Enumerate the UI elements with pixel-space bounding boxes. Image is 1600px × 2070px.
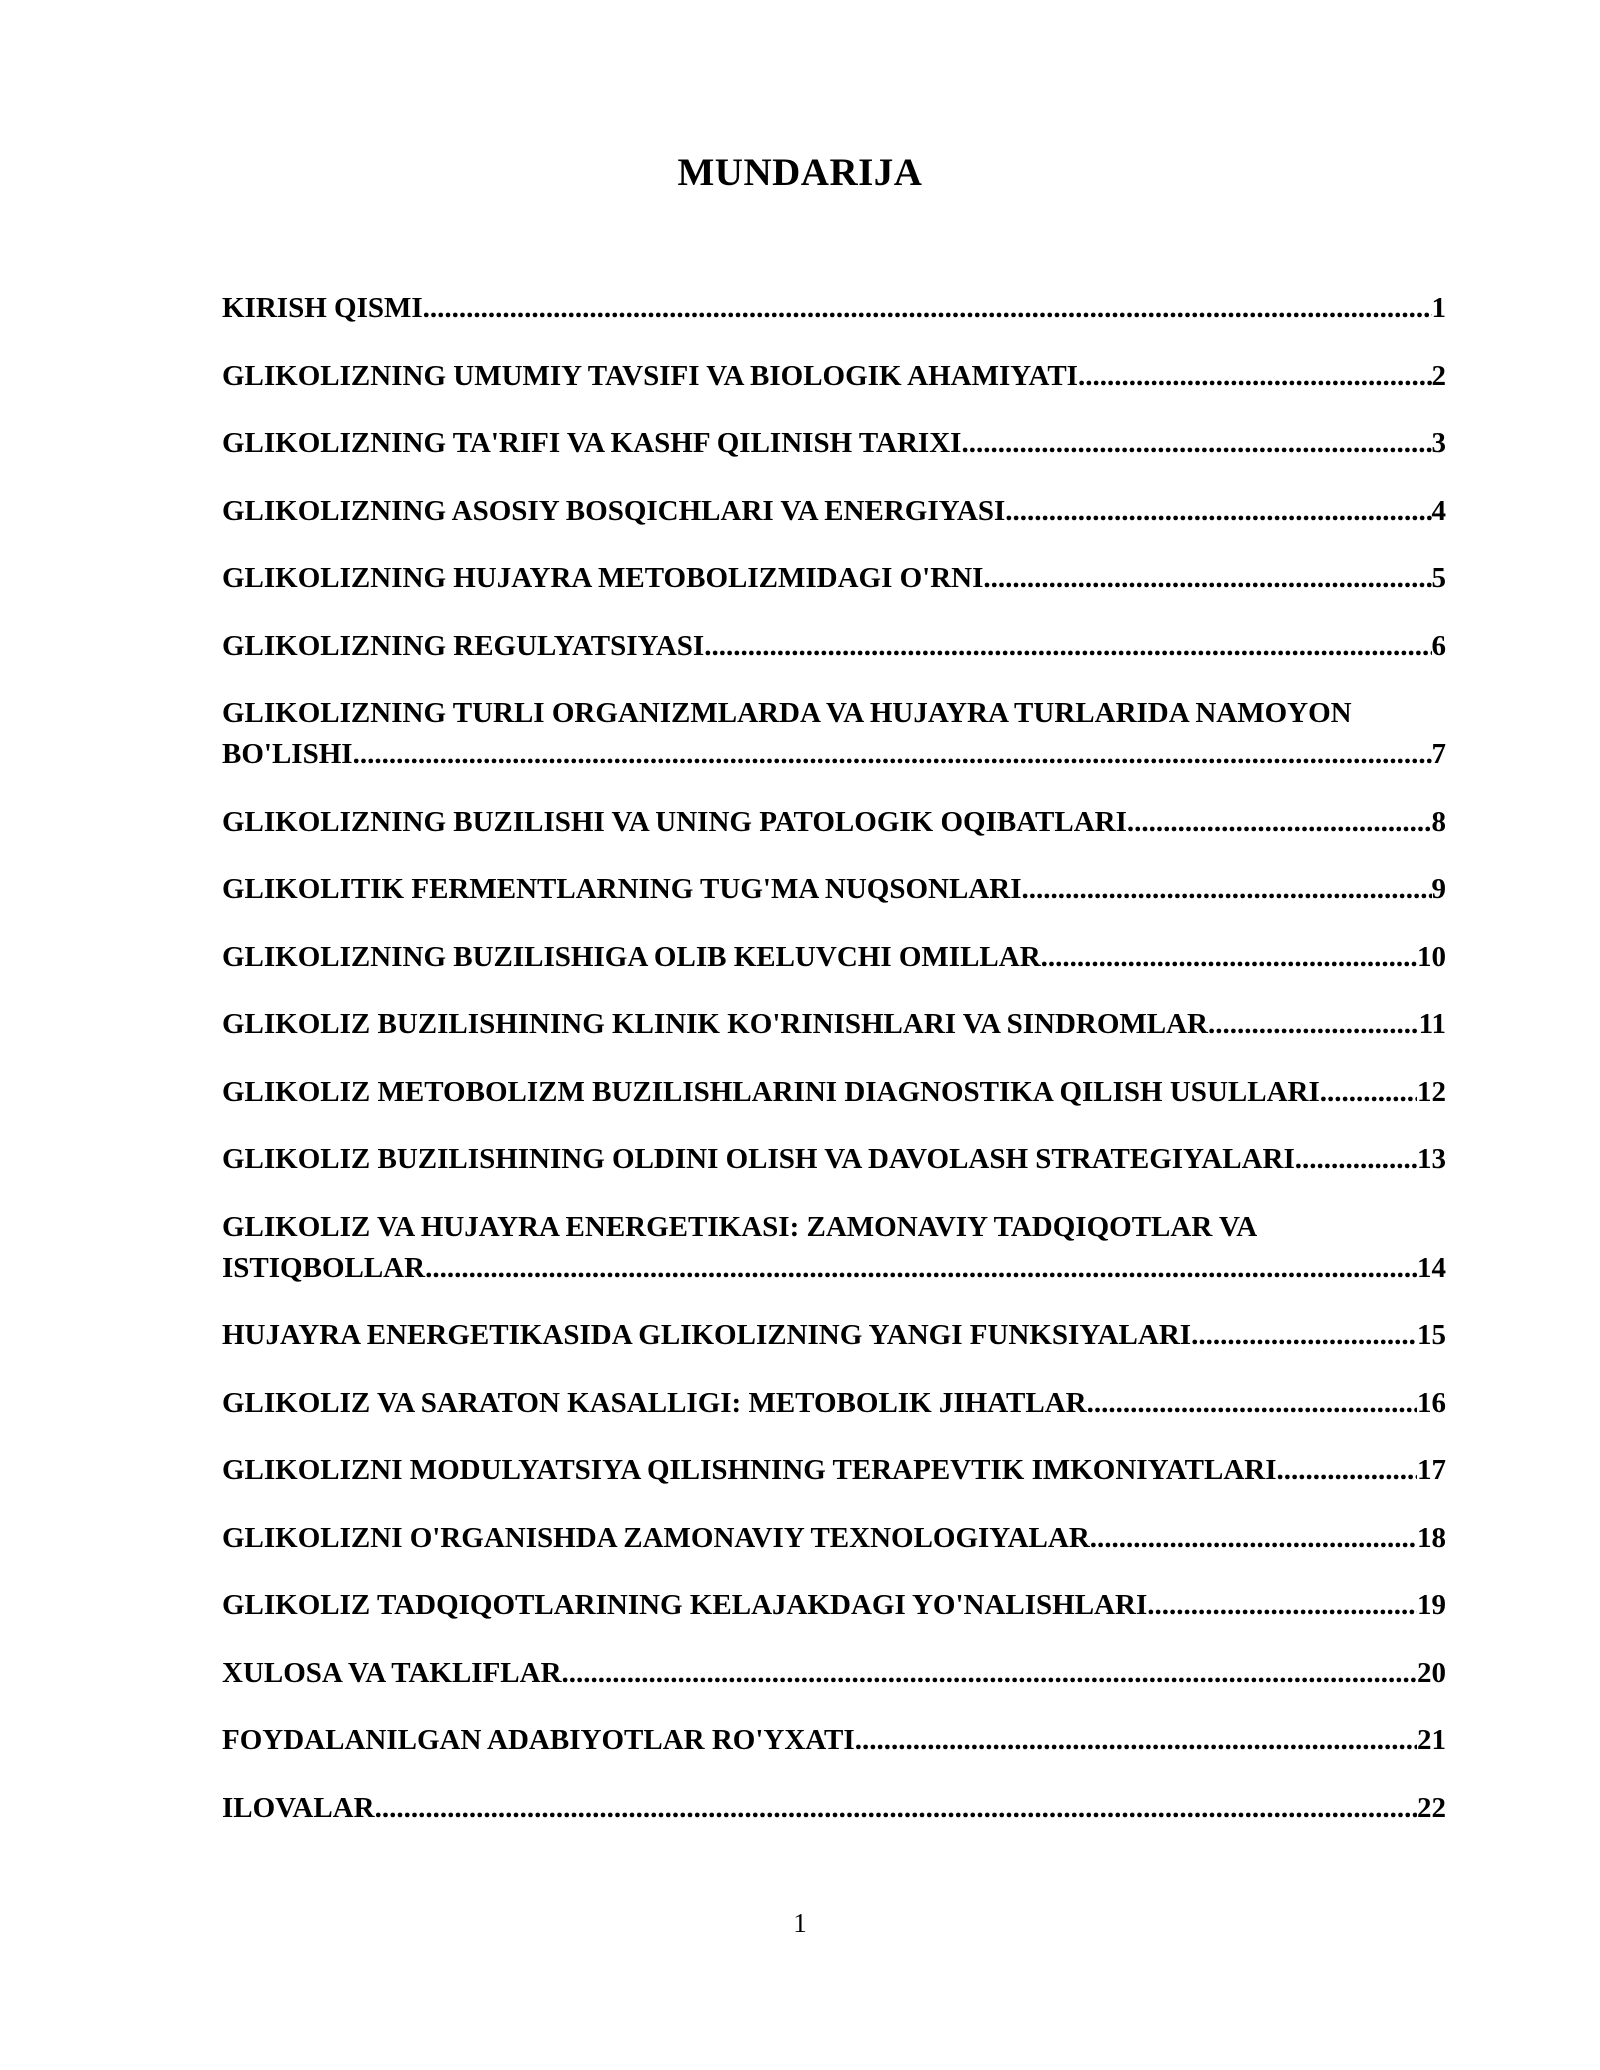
- toc-entry-title: GLIKOLIZ BUZILISHINING KLINIK KO'RINISHLARI VA SINDROMLAR: [222, 1008, 1208, 1040]
- toc-dot-leader: [1127, 802, 1432, 843]
- toc-dot-leader: [1005, 491, 1431, 532]
- toc-dot-leader: [562, 1653, 1417, 1694]
- toc-entry[interactable]: [222, 693, 1446, 775]
- toc-dot-leader: [855, 1720, 1417, 1761]
- toc-entry[interactable]: [222, 626, 1446, 667]
- toc-dot-leader: [375, 1788, 1417, 1829]
- toc-dot-leader: [1302, 1139, 1417, 1180]
- toc-entry-title: ILOVALAR: [222, 1791, 375, 1824]
- toc-entry[interactable]: [222, 1004, 1446, 1045]
- toc-dot-leader: [1078, 356, 1432, 397]
- toc-entry-page: 14: [1417, 1251, 1446, 1284]
- toc-entry[interactable]: [222, 802, 1446, 843]
- toc-entry[interactable]: [222, 1788, 1446, 1829]
- toc-dot-leader: [423, 288, 1432, 329]
- toc-entry-title: GLIKOLIZ METOBOLIZM BUZILISHLARINI DIAGNOSTIKA QILISH USULLARI: [222, 1075, 1320, 1108]
- toc-entry-page: 3: [1431, 427, 1446, 459]
- toc-entry[interactable]: [222, 937, 1446, 978]
- toc-entry-page: 13: [1417, 1143, 1446, 1175]
- toc-dot-leader: [1320, 1072, 1417, 1113]
- toc-entry[interactable]: [222, 1720, 1446, 1761]
- toc-entry[interactable]: [222, 1383, 1446, 1424]
- toc-entry-page: 22: [1417, 1791, 1446, 1824]
- toc-dot-leader: [1022, 869, 1432, 910]
- toc-entry-page: 21: [1417, 1724, 1446, 1756]
- toc-entry[interactable]: [222, 356, 1446, 397]
- toc-dot-leader: [353, 734, 1432, 775]
- toc-entry-page: 17: [1417, 1454, 1446, 1486]
- toc-entry[interactable]: [222, 1207, 1446, 1289]
- toc-entry-title: GLIKOLIZNING TA'RIFI VA KASHF QILINISH TARIXI: [222, 427, 962, 459]
- toc-dot-leader: [983, 558, 1431, 599]
- toc-entry-title: GLIKOLIZNI MODULYATSIYA QILISHNING TERAPEVTIK IMKONIYATLARI: [222, 1454, 1277, 1486]
- toc-entry-page: 18: [1417, 1521, 1446, 1554]
- toc-entry-page: 15: [1417, 1319, 1446, 1351]
- toc-entry-page: 16: [1417, 1386, 1446, 1419]
- toc-entry-title: GLIKOLIZNI O'RGANISHDA ZAMONAVIY TEXNOLOGIYALAR: [222, 1521, 1090, 1554]
- toc-entry-title: ISTIQBOLLAR: [222, 1251, 426, 1284]
- toc-entry[interactable]: [222, 288, 1446, 329]
- toc-entry-page: 7: [1431, 738, 1446, 770]
- toc-dot-leader: [1277, 1450, 1418, 1491]
- toc-entry-title: GLIKOLIZNING REGULYATSIYASI: [222, 629, 705, 662]
- toc-entry-page: 11: [1418, 1008, 1446, 1040]
- toc-entry-page: 1: [1431, 292, 1446, 324]
- toc-dot-leader: [1191, 1315, 1417, 1356]
- toc-dot-leader: [704, 626, 1431, 667]
- toc-entry[interactable]: [222, 1450, 1446, 1491]
- toc-entry-title: GLIKOLIZNING HUJAYRA METOBOLIZMIDAGI O'RNI: [222, 562, 984, 594]
- toc-entry-page: 4: [1431, 494, 1446, 527]
- toc-dot-leader: [961, 423, 1431, 464]
- toc-entry-title: GLIKOLIZNING UMUMIY TAVSIFI VA BIOLOGIK AHAMIYATI: [222, 359, 1078, 392]
- toc-dot-leader: [1208, 1004, 1419, 1045]
- toc-entry-page: 19: [1417, 1589, 1446, 1621]
- toc-entry-title: XULOSA VA TAKLIFLAR: [222, 1656, 562, 1689]
- toc-entry[interactable]: [222, 558, 1446, 599]
- toc-dot-leader: [1087, 1383, 1417, 1424]
- toc-entry[interactable]: [222, 1315, 1446, 1356]
- page-title: MUNDARIJA: [677, 151, 923, 194]
- toc-dot-leader: [1090, 1518, 1417, 1559]
- toc-entry-title: GLIKOLIZNING BUZILISHI VA UNING PATOLOGIK OQIBATLARI: [222, 805, 1127, 838]
- toc-entry-title: GLIKOLITIK FERMENTLARNING TUG'MA NUQSONLARI: [222, 873, 1022, 905]
- toc-entry[interactable]: [222, 1585, 1446, 1626]
- toc-entry-title: KIRISH QISMI: [222, 292, 423, 324]
- toc-entry-page: 5: [1431, 562, 1446, 594]
- toc-entry[interactable]: [222, 1139, 1446, 1180]
- toc-entry[interactable]: [222, 869, 1446, 910]
- table-of-contents: [222, 288, 1446, 1855]
- toc-dot-leader: [1041, 937, 1417, 978]
- toc-entry-title-line1: GLIKOLIZ VA HUJAYRA ENERGETIKASI: ZAMONAVIY TADQIQOTLAR VA: [222, 1210, 1258, 1243]
- toc-entry-title: GLIKOLIZNING ASOSIY BOSQICHLARI VA ENERGIYASI: [222, 494, 1006, 527]
- toc-entry-title: GLIKOLIZ TADQIQOTLARINING KELAJAKDAGI YO'NALISHLARI: [222, 1589, 1148, 1621]
- toc-entry-page: 20: [1417, 1656, 1446, 1689]
- toc-entry-title: GLIKOLIZ BUZILISHINING OLDINI OLISH VA DAVOLASH STRATEGIYALARI.: [222, 1143, 1303, 1175]
- toc-entry-page: 2: [1431, 359, 1446, 392]
- toc-entry-page: 6: [1431, 629, 1446, 662]
- toc-entry-title: FOYDALANILGAN ADABIYOTLAR RO'YXATI: [222, 1724, 855, 1756]
- toc-entry-title: BO'LISHI: [222, 738, 353, 770]
- toc-entry[interactable]: [222, 1072, 1446, 1113]
- toc-entry[interactable]: [222, 423, 1446, 464]
- toc-entry-title: GLIKOLIZNING BUZILISHIGA OLIB KELUVCHI OMILLAR: [222, 940, 1041, 973]
- toc-dot-leader: [425, 1248, 1417, 1289]
- toc-entry-page: 10: [1417, 940, 1446, 973]
- toc-entry-title: HUJAYRA ENERGETIKASIDA GLIKOLIZNING YANGI FUNKSIYALARI: [222, 1319, 1192, 1351]
- toc-entry-title: GLIKOLIZ VA SARATON KASALLIGI: METOBOLIK JIHATLAR: [222, 1386, 1087, 1419]
- toc-entry-page: 8: [1431, 805, 1446, 838]
- toc-dot-leader: [1147, 1585, 1417, 1626]
- page-number: 1: [793, 1908, 807, 1938]
- toc-entry-page: 12: [1417, 1075, 1446, 1108]
- toc-entry[interactable]: [222, 491, 1446, 532]
- toc-entry[interactable]: [222, 1518, 1446, 1559]
- toc-entry[interactable]: [222, 1653, 1446, 1694]
- toc-entry-page: 9: [1431, 873, 1446, 905]
- toc-entry-title-line1: GLIKOLIZNING TURLI ORGANIZMLARDA VA HUJAYRA TURLARIDA NAMOYON: [222, 697, 1352, 729]
